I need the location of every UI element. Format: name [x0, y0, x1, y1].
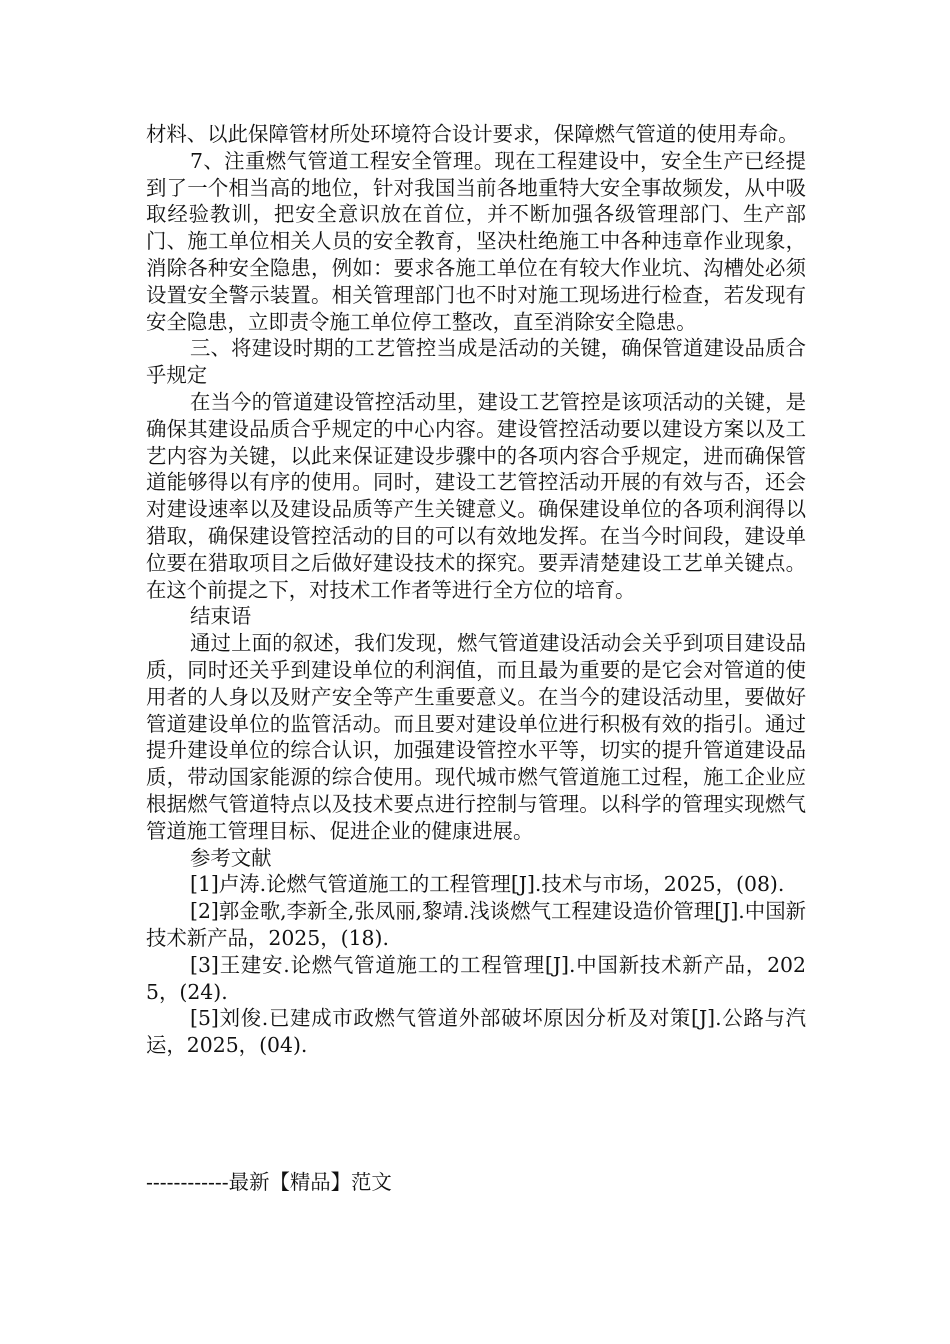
paragraph-conclusion: 通过上面的叙述，我们发现，燃气管道建设活动会关乎到项目建设品质，同时还关乎到建设单位的利润值，而且最为重要的是它会对管道的使用者的人身以及财产安全等产生重要意义。在当今的建设活动里，要做好管道建设单位的监管活动。而且要对建设单位进行积极有效的指引。通过提升建设单位的综合认识，加强建设管控水平等，切实的提升管道建设品质，带动国家能源的综合使用。现代城市燃气管道施工过程，施工企业应根据燃气管道特点以及技术要点进行控制与管理。以科学的管理实现燃气管道施工管理目标、促进企业的健康进展。	[146, 631, 806, 843]
reference-item-1: [1]卢涛.论燃气管道施工的工程管理[J].技术与市场，2025，(08).	[190, 872, 785, 897]
document-body	[146, 121, 806, 1059]
reference-item-5: [5]刘俊.已建成市政燃气管道外部破坏原因分析及对策[J].公路与汽运，2025，(04).	[146, 1006, 806, 1058]
paragraph-safety-management: 7、注重燃气管道工程安全管理。现在工程建设中，安全生产已经提到了一个相当高的地位，针对我国当前各地重特大安全事故频发，从中吸取经验教训，把安全意识放在首位，并不断加强各级管理部门、生产部门、施工单位相关人员的安全教育，坚决杜绝施工中各种违章作业现象，消除各种安全隐患，例如：要求各施工单位在有较大作业坑、沟槽处必须设置安全警示装置。相关管理部门也不时对施工现场进行检查，若发现有安全隐患，立即责令施工单位停工整改，直至消除安全隐患。	[146, 148, 806, 334]
section-heading-conclusion: 结束语	[190, 604, 252, 629]
section-heading-process-control: 三、将建设时期的工艺管控当成是活动的关键，确保管道建设品质合乎规定	[146, 336, 806, 388]
paragraph-continuation: 材料、以此保障管材所处环境符合设计要求，保障燃气管道的使用寿命。	[146, 122, 799, 146]
reference-item-2: [2]郭金歌,李新全,张凤丽,黎靖.浅谈燃气工程建设造价管理[J].中国新技术新产品，2025，(18).	[146, 899, 806, 950]
reference-item-3: [3]王建安.论燃气管道施工的工程管理[J].中国新技术新产品，2025，(24).	[146, 952, 806, 1004]
paragraph-process-control: 在当今的管道建设管控活动里，建设工艺管控是该项活动的关键，是确保其建设品质合乎规定的中心内容。建设管控活动要以建设方案以及工艺内容为关键，以此来保证建设步骤中的各项内容合乎规定，进而确保管道能够得以有序的使用。同时，建设工艺管控活动开展的有效与否，还会对建设速率以及建设品质等产生关键意义。确保建设单位的各项利润得以猎取，确保建设管控活动的目的可以有效地发挥。在当今时间段，建设单位要在猎取项目之后做好建设技术的探究。要弄清楚建设工艺单关键点。在这个前提之下，对技术工作者等进行全方位的培育。	[146, 389, 806, 602]
section-heading-references: 参考文献	[190, 845, 272, 870]
page-footer: ------------最新【精品】范文	[146, 1170, 392, 1194]
